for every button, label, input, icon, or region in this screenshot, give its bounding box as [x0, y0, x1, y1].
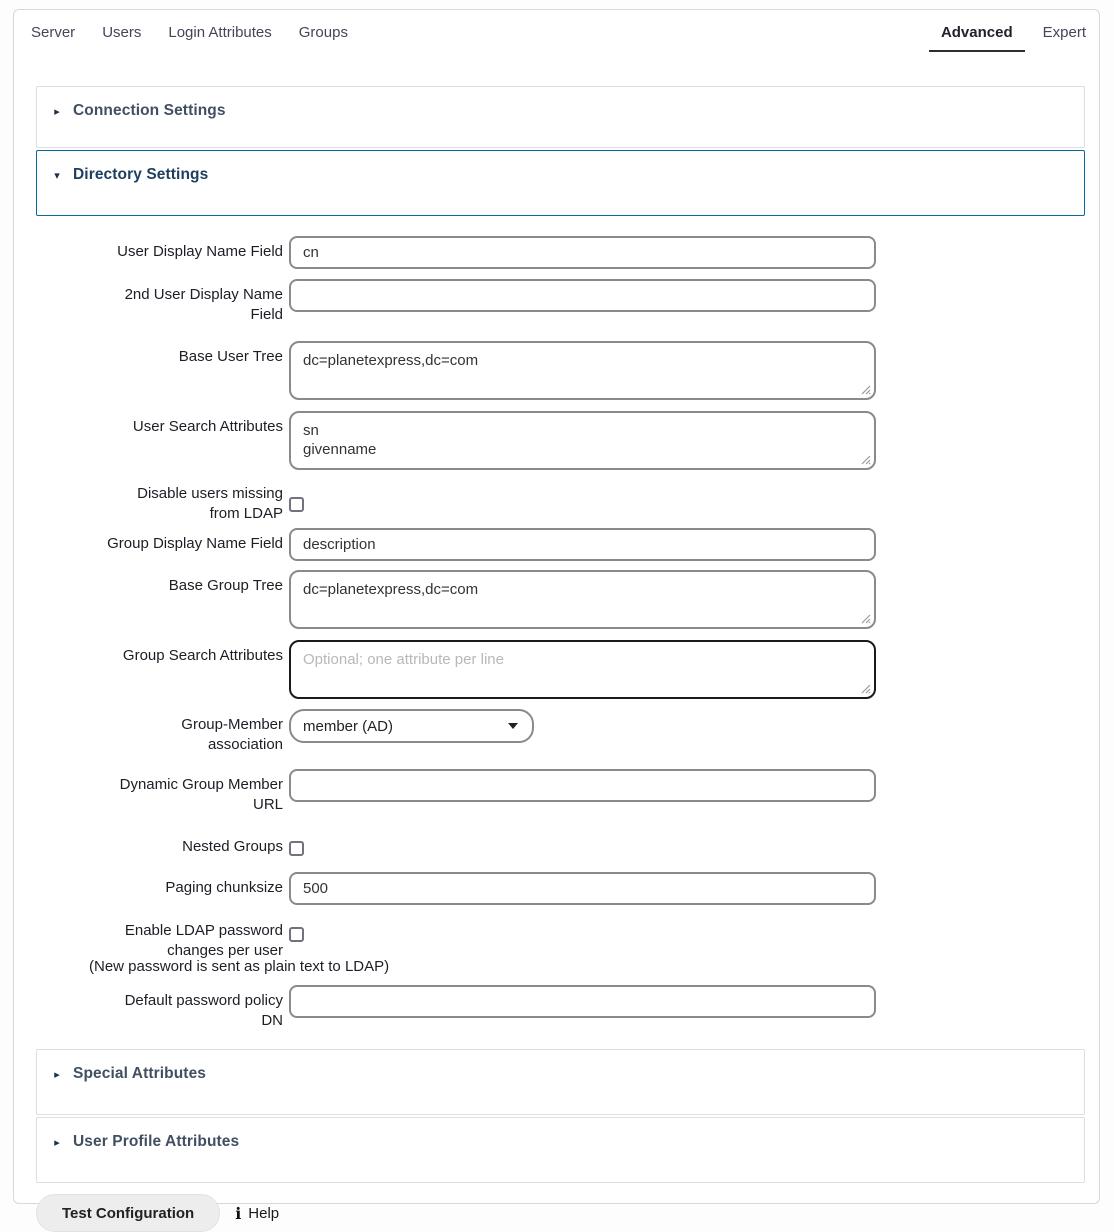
directory-settings-form — [36, 236, 1085, 1031]
group-search-attributes-textarea[interactable] — [289, 640, 876, 699]
user-display-name-2-input[interactable] — [289, 279, 876, 312]
group-display-name-input[interactable] — [289, 528, 876, 561]
user-search-attributes-wrap — [289, 411, 876, 470]
enable-ldap-password-changes-label: Enable LDAP password changes per user — [124, 922, 283, 959]
disable-users-missing-checkbox[interactable] — [289, 497, 304, 512]
ldap-settings-panel — [13, 9, 1100, 1223]
user-search-attributes-label: User Search Attributes — [132, 418, 283, 435]
chevron-down-icon — [508, 723, 518, 729]
field-row-nested-groups — [36, 837, 1085, 857]
section-directory-settings[interactable] — [36, 150, 1085, 216]
section-header — [51, 1065, 1070, 1083]
field-row-user-search-attributes — [36, 411, 1085, 470]
tab-server[interactable]: Server — [31, 24, 76, 41]
section-header — [51, 1133, 1070, 1151]
section-connection-settings[interactable] — [36, 86, 1085, 148]
nested-groups-checkbox[interactable] — [289, 841, 304, 856]
tab-users[interactable]: Users — [102, 24, 142, 41]
field-row-enable-ldap-password-changes — [36, 921, 1085, 961]
default-password-policy-dn-label: Default password policy DN — [124, 992, 283, 1029]
password-plaintext-note: (New password is sent as plain text to LDAP) — [89, 958, 390, 975]
help-label: Help — [248, 1204, 280, 1222]
tab-group-left — [31, 24, 348, 41]
select-value: member (AD) — [303, 717, 394, 735]
base-user-tree-wrap — [289, 341, 876, 400]
base-user-tree-textarea[interactable] — [289, 341, 876, 400]
field-row-dynamic-group-member-url — [36, 769, 1085, 815]
chevron-right-icon: ▸ — [54, 105, 60, 118]
field-row-group-search-attributes — [36, 640, 1085, 699]
field-row-base-user-tree — [36, 341, 1085, 400]
base-group-tree-textarea[interactable] — [289, 570, 876, 629]
user-display-name-label: User Display Name Field — [117, 243, 283, 260]
tab-advanced[interactable]: Advanced — [929, 24, 1025, 52]
tab-expert[interactable]: Expert — [1042, 24, 1086, 41]
field-row-default-password-policy-dn — [36, 985, 1085, 1031]
section-special-attributes[interactable] — [36, 1049, 1085, 1115]
field-row-user-display-name-2 — [36, 279, 1085, 325]
field-row-base-group-tree — [36, 570, 1085, 629]
tab-bar — [14, 10, 1099, 52]
section-title: Special Attributes — [73, 1065, 207, 1082]
tab-login-attributes[interactable]: Login Attributes — [168, 24, 272, 41]
section-header — [51, 166, 1070, 184]
base-group-tree-wrap — [289, 570, 876, 629]
chevron-right-icon: ▸ — [54, 1068, 60, 1081]
test-configuration-button[interactable]: Test Configuration — [36, 1194, 220, 1232]
chevron-down-icon: ▾ — [54, 169, 60, 182]
user-display-name-input[interactable] — [289, 236, 876, 269]
user-display-name-2-label: 2nd User Display Name Field — [124, 286, 283, 323]
group-search-attributes-wrap — [289, 640, 876, 699]
tab-groups[interactable]: Groups — [298, 24, 348, 41]
field-row-paging-chunksize — [36, 872, 1085, 905]
accordion-sections — [36, 86, 1085, 1183]
section-title: Directory Settings — [73, 166, 209, 183]
group-member-association-select[interactable] — [289, 709, 534, 743]
user-search-attributes-textarea[interactable] — [289, 411, 876, 470]
help-link[interactable] — [235, 1204, 279, 1223]
tab-group-right — [929, 24, 1086, 52]
field-row-user-display-name — [36, 236, 1085, 269]
field-row-group-member-association — [36, 709, 1085, 755]
base-user-tree-label: Base User Tree — [178, 348, 283, 365]
paging-chunksize-label: Paging chunksize — [165, 879, 283, 896]
section-header — [51, 102, 1070, 120]
group-display-name-label: Group Display Name Field — [107, 535, 283, 552]
field-row-group-display-name — [36, 528, 1085, 561]
default-password-policy-dn-input[interactable] — [289, 985, 876, 1018]
enable-ldap-password-changes-checkbox[interactable] — [289, 927, 304, 942]
base-group-tree-label: Base Group Tree — [168, 577, 283, 594]
section-title: Connection Settings — [73, 102, 226, 119]
dynamic-group-member-url-input[interactable] — [289, 769, 876, 802]
group-member-association-label: Group-Member association — [181, 716, 283, 753]
info-icon: ℹ — [235, 1203, 242, 1223]
section-user-profile-attributes[interactable] — [36, 1117, 1085, 1183]
chevron-right-icon: ▸ — [54, 1136, 60, 1149]
disable-users-missing-label: Disable users missing from LDAP — [137, 485, 283, 522]
footer-actions — [36, 1194, 1099, 1232]
paging-chunksize-input[interactable] — [289, 872, 876, 905]
section-title: User Profile Attributes — [73, 1133, 240, 1150]
group-search-attributes-label: Group Search Attributes — [122, 647, 283, 664]
field-row-disable-users-missing — [36, 484, 1085, 524]
dynamic-group-member-url-label: Dynamic Group Member URL — [119, 776, 283, 813]
nested-groups-label: Nested Groups — [182, 838, 283, 855]
